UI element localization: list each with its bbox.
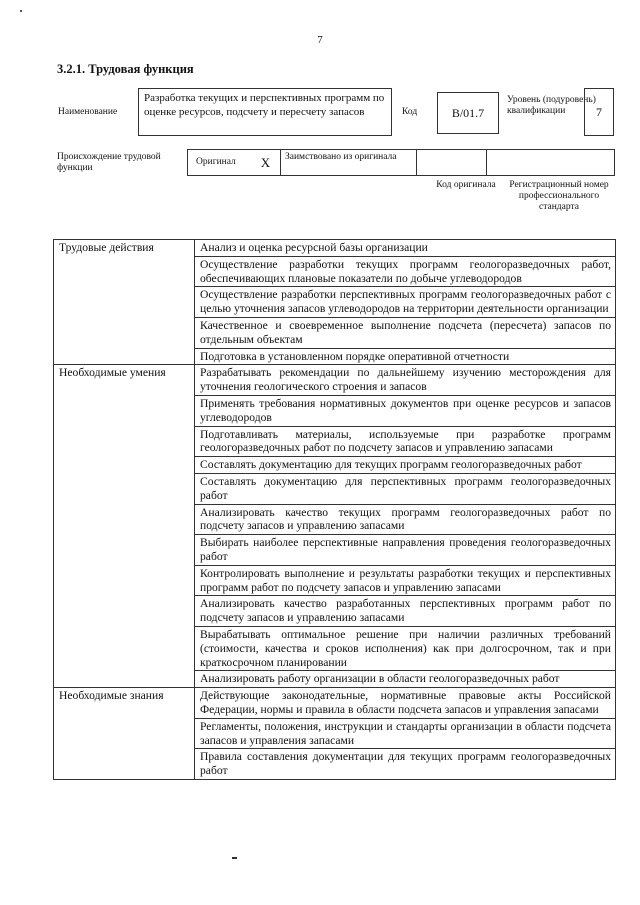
origin-row bbox=[187, 149, 615, 176]
original-mark: X bbox=[251, 150, 281, 175]
qualification-level-label: Уровень (подуровень) квалификации bbox=[507, 95, 596, 116]
category-cell: Необходимые знания bbox=[54, 688, 195, 780]
table-row bbox=[54, 365, 616, 396]
scan-speck bbox=[20, 10, 22, 12]
category-cell: Трудовые действия bbox=[54, 240, 195, 365]
reg-number-caption: Регистрационный номер профессионального стандарта bbox=[509, 180, 609, 212]
section-title: 3.2.1. Трудовая функция bbox=[57, 62, 194, 76]
qualification-level-field: 7 bbox=[584, 88, 614, 136]
item-cell: Подготовка в установленном порядке оперативной отчетности bbox=[195, 348, 616, 365]
name-label: Наименование bbox=[58, 107, 118, 117]
borrowed-label: Заимствовано из оригинала bbox=[281, 150, 417, 175]
scan-mark bbox=[232, 857, 237, 859]
item-cell: Применять требования нормативных документов при оценке ресурсов и запасов углеводородов bbox=[195, 395, 616, 426]
page-number: 7 bbox=[317, 34, 323, 46]
function-code-field: B/01.7 bbox=[437, 92, 499, 134]
item-cell: Регламенты, положения, инструкции и стандарты организации в области подсчета запасов и управления запасами bbox=[195, 718, 616, 749]
item-cell: Составлять документацию для текущих программ геологоразведочных работ bbox=[195, 457, 616, 474]
item-cell: Осуществление разработки перспективных программ геологоразведочных работ с целью уточнения запасов углеводородов на территории деятельности организации bbox=[195, 287, 616, 318]
category-cell: Необходимые умения bbox=[54, 365, 195, 688]
item-cell: Подготавливать материалы, используемые при разработке программ геологоразведочных работ по подсчету запасов и управлению запасами bbox=[195, 426, 616, 457]
table-row bbox=[54, 688, 616, 719]
origin-code-caption: Код оригинала bbox=[436, 180, 496, 190]
origin-code-cell bbox=[417, 150, 487, 175]
item-cell: Анализ и оценка ресурсной базы организации bbox=[195, 240, 616, 257]
item-cell: Анализировать работу организации в области геологоразведочных работ bbox=[195, 671, 616, 688]
item-cell: Качественное и своевременное выполнение подсчета (пересчета) запасов по отдельным объектам bbox=[195, 317, 616, 348]
original-label: Оригинал bbox=[187, 150, 251, 175]
item-cell: Анализировать качество текущих программ геологоразведочных работ по подсчету запасов и управлению запасами bbox=[195, 504, 616, 535]
item-cell: Выбирать наиболее перспективные направления проведения геологоразведочных работ bbox=[195, 535, 616, 566]
function-name-field: Разработка текущих и перспективных программ по оценке ресурсов, подсчету и пересчету запасов bbox=[138, 88, 392, 136]
item-cell: Осуществление разработки текущих программ геологоразведочных работ, обеспечивающих плановые показатели по добыче углеводородов bbox=[195, 256, 616, 287]
function-details-table bbox=[53, 239, 616, 780]
item-cell: Правила составления документации для текущих программ геологоразведочных работ bbox=[195, 749, 616, 780]
reg-number-cell bbox=[487, 150, 615, 175]
origin-label: Происхождение трудовой функции bbox=[57, 152, 161, 173]
item-cell: Анализировать качество разработанных перспективных программ работ по подсчету запасов и управлению запасами bbox=[195, 596, 616, 627]
item-cell: Вырабатывать оптимальное решение при наличии различных требований (стоимости, качества и сроков исполнения) как при долгосрочном, так и при краткосрочном планировании bbox=[195, 626, 616, 670]
item-cell: Разрабатывать рекомендации по дальнейшему изучению месторождения для уточнения геологического строения и запасов bbox=[195, 365, 616, 396]
item-cell: Действующие законодательные, нормативные правовые акты Российской Федерации, нормы и правила в области подсчета запасов и управления запасами bbox=[195, 688, 616, 719]
table-row bbox=[54, 240, 616, 257]
item-cell: Контролировать выполнение и результаты разработки текущих и перспективных программ работ по подсчету запасов и управлению запасами bbox=[195, 565, 616, 596]
item-cell: Составлять документацию для перспективных программ геологоразведочных работ bbox=[195, 473, 616, 504]
code-label: Код bbox=[402, 107, 418, 117]
